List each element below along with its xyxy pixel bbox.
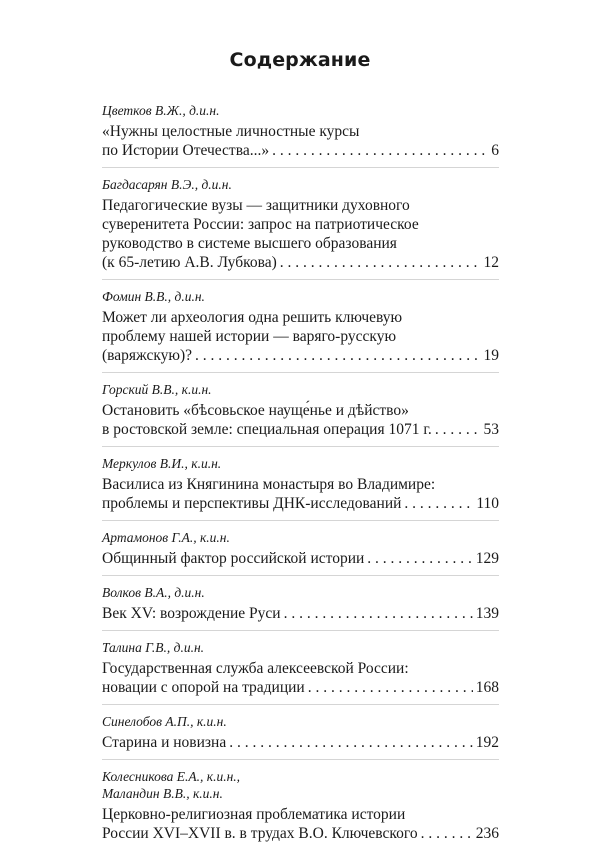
entry-title-last-line <box>102 141 499 160</box>
toc-entry[interactable] <box>102 288 499 373</box>
entry-title-last-line <box>102 604 499 623</box>
entry-title-line: Василиса из Княгинина монастыря во Владимире: <box>102 476 436 493</box>
entry-title-text: в ростовской земле: специальная операция 1071 г. <box>102 421 432 438</box>
entry-title-text: Старина и новизна <box>102 734 227 751</box>
entry-author: Горский В.В., к.и.н. <box>102 382 212 397</box>
entry-author: Синелобов А.П., к.и.н. <box>102 714 227 729</box>
entry-author: Фомин В.В., д.и.н. <box>102 289 205 304</box>
dot-leader <box>435 420 481 439</box>
entry-title-last-line <box>102 678 499 697</box>
entry-title-line: «Нужны целостные личностные курсы <box>102 123 360 140</box>
entry-title-text: России XVI–XVII в. в трудах В.О. Ключевского <box>102 825 418 842</box>
page-number: 192 <box>475 734 499 751</box>
toc-entry[interactable] <box>102 381 499 447</box>
entry-title-line: Государственная служба алексеевской России: <box>102 660 409 677</box>
toc-entry[interactable] <box>102 584 499 631</box>
entry-author: Волков В.А., д.и.н. <box>102 585 205 600</box>
dot-leader <box>195 346 480 365</box>
entry-title-line: Церковно-религиозная проблематика истории <box>102 806 406 823</box>
page-number: 139 <box>475 605 499 622</box>
entry-title-last-line <box>102 253 499 272</box>
page-number: 6 <box>491 142 499 159</box>
page-number: 12 <box>483 254 499 271</box>
entry-title-last-line <box>102 346 499 365</box>
toc-entry[interactable] <box>102 713 499 760</box>
table-of-contents <box>102 102 499 858</box>
entry-title-line: суверенитета России: запрос на патриотическое <box>102 216 419 233</box>
page-number: 129 <box>475 550 499 567</box>
dot-leader <box>272 141 488 160</box>
entry-author: Меркулов В.И., к.и.н. <box>102 456 222 471</box>
dot-leader <box>404 494 473 513</box>
entry-author: Багдасарян В.Э., д.и.н. <box>102 177 232 192</box>
entry-title-line: Может ли археология одна решить ключевую <box>102 309 403 326</box>
page-number: 19 <box>483 347 499 364</box>
entry-title-last-line <box>102 733 499 752</box>
toc-entry[interactable] <box>102 176 499 280</box>
toc-entry[interactable] <box>102 455 499 521</box>
toc-entry[interactable] <box>102 529 499 576</box>
entry-title-last-line <box>102 824 499 843</box>
dot-leader <box>280 253 481 272</box>
entry-author: Колесникова Е.А., к.и.н., <box>102 769 241 784</box>
entry-title-text: (к 65-летию А.В. Лубкова) <box>102 254 277 271</box>
dot-leader <box>308 678 473 697</box>
entry-author: Цветков В.Ж., д.и.н. <box>102 103 220 118</box>
entry-title-text: (варяжскую)? <box>102 347 193 364</box>
toc-entry[interactable] <box>102 102 499 168</box>
entry-title-line: Остановить «бѣсовьское науще́нье и дѣйство» <box>102 402 409 419</box>
entry-title-last-line <box>102 549 499 568</box>
dot-leader <box>229 733 473 752</box>
page-title: Содержание <box>229 49 371 71</box>
toc-entry[interactable] <box>102 768 499 850</box>
entry-title-text: новации с опорой на традиции <box>102 679 305 696</box>
entry-title-line: проблему нашей истории — варяго-русскую <box>102 328 397 345</box>
dot-leader <box>421 824 473 843</box>
page-number: 168 <box>475 679 499 696</box>
dot-leader <box>284 604 473 623</box>
entry-author: Талина Г.В., д.и.н. <box>102 640 205 655</box>
page-number: 236 <box>475 825 499 842</box>
entry-title-last-line <box>102 420 499 439</box>
entry-author: Маландин В.В., к.и.н. <box>102 786 223 801</box>
entry-title-last-line <box>102 494 499 513</box>
entry-title-text: по Истории Отечества...» <box>102 142 270 159</box>
page-number: 53 <box>483 421 499 438</box>
entry-title-line: руководство в системе высшего образования <box>102 235 397 252</box>
entry-title-line: Педагогические вузы — защитники духовного <box>102 197 410 214</box>
toc-entry[interactable] <box>102 639 499 705</box>
entry-title-text: Общинный фактор российской истории <box>102 550 365 567</box>
entry-author: Артамонов Г.А., к.и.н. <box>102 530 230 545</box>
page-number: 110 <box>476 495 499 512</box>
entry-title-text: проблемы и перспективы ДНК-исследований <box>102 495 402 512</box>
entry-title-text: Век XV: возрождение Руси <box>102 605 281 622</box>
dot-leader <box>367 549 472 568</box>
